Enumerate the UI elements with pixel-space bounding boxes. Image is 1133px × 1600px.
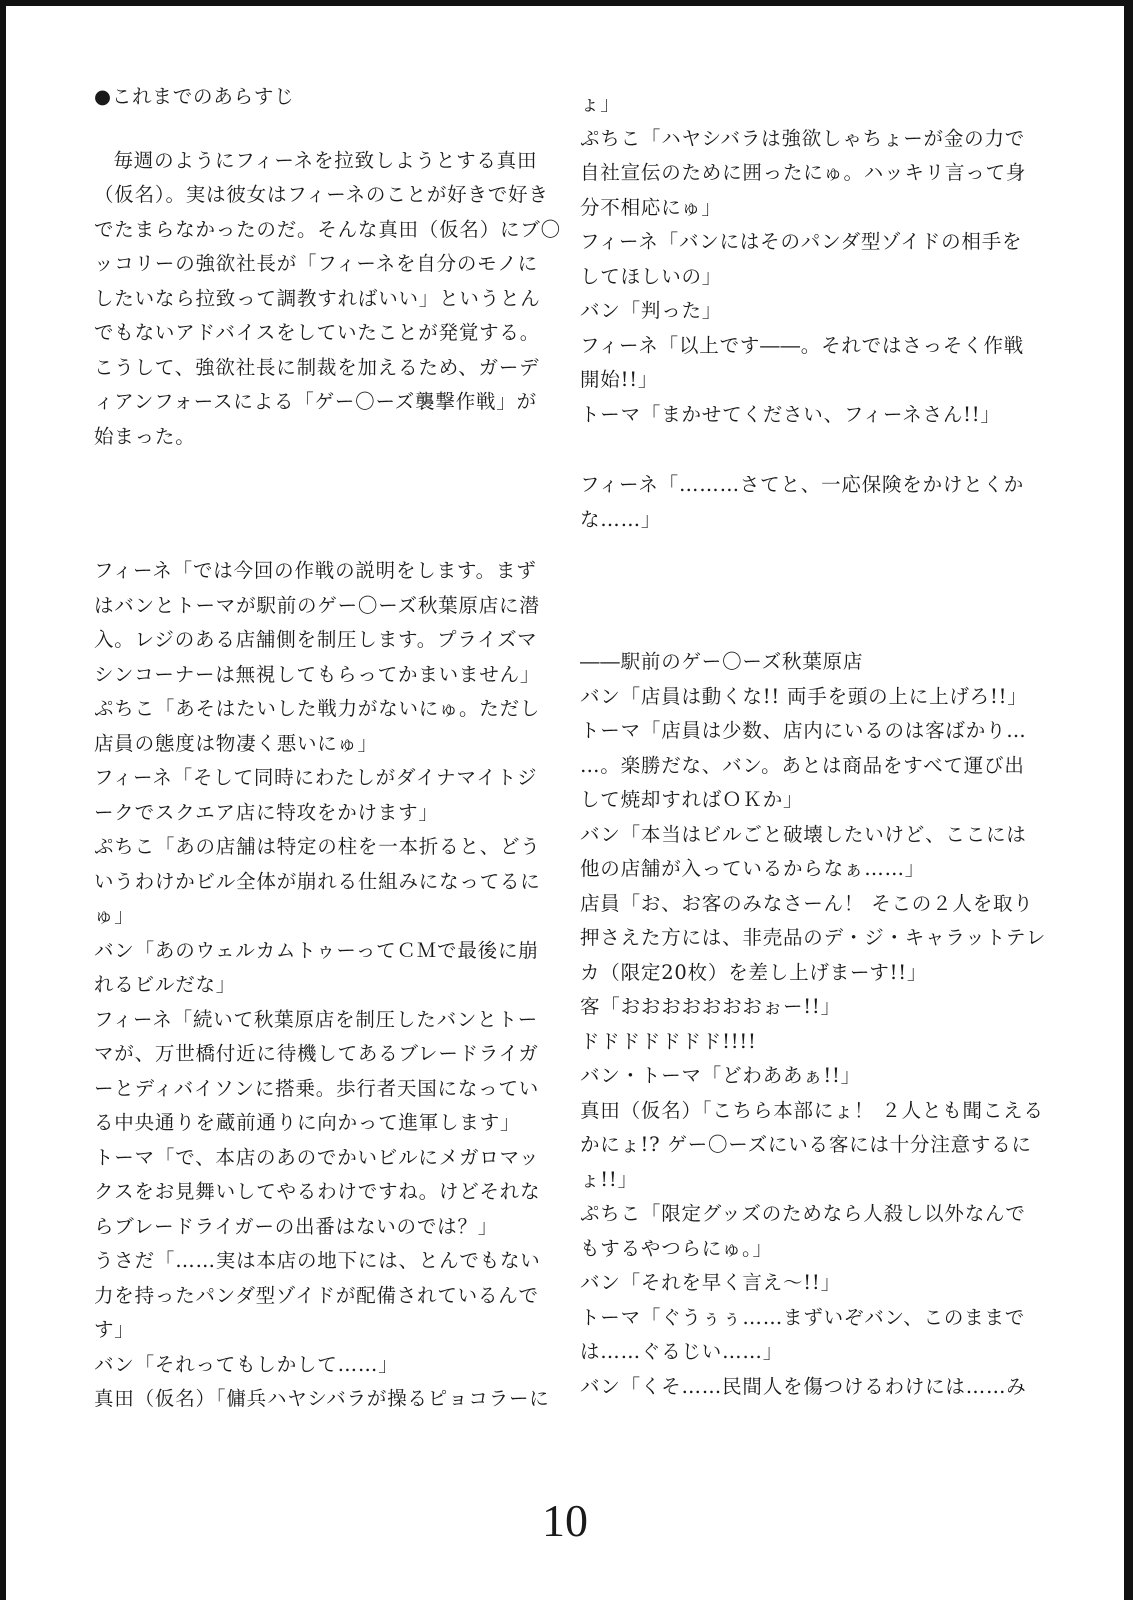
dialogue-block-3: [580, 645, 1047, 1404]
dialogue-line: 力を持ったパンダ型ゾイドが配備されているんで: [94, 1283, 539, 1307]
dialogue-line: トーマ「店員は少数、店内にいるのは客ばかり…: [580, 719, 1027, 742]
dialogue-line: 真田（仮名）「傭兵ハヤシバラが操るピョコラーに: [94, 1387, 550, 1410]
dialogue-line: バン「くそ……民間人を傷つけるわけには……み: [580, 1374, 1027, 1398]
dialogue-line: 真田（仮名）「こちら本部にょ！ ２人とも聞こえる: [580, 1098, 1044, 1122]
synopsis-line: でたまらなかったのだ。そんな真田（仮名）にブ〇: [94, 217, 561, 241]
dialogue-line: トーマ「で、本店のあのでかいビルにメガロマッ: [94, 1145, 540, 1169]
dialogue-line: す」: [94, 1318, 135, 1341]
dialogue-line: ゅ」: [94, 904, 135, 927]
dialogue-line: は……ぐるじい……」: [580, 1340, 783, 1363]
dialogue-line: クスをお見舞いしてやるわけですね。けどそれな: [94, 1180, 541, 1203]
synopsis-line: 始まった。: [94, 424, 196, 448]
dialogue-line: してほしいの」: [580, 264, 723, 288]
dialogue-line: フィーネ「バンにはそのパンダ型ゾイドの相手を: [580, 230, 1023, 253]
dialogue-line: ぷちこ「限定グッズのためなら人殺し以外なんで: [580, 1202, 1026, 1225]
dialogue-line: フィーネ「………さてと、一応保険をかけとくか: [580, 473, 1025, 496]
dialogue-line: フィーネ「以上です――。それではさっそく作戦: [580, 333, 1025, 357]
dialogue-line: もするやつらにゅ。」: [580, 1236, 773, 1260]
dialogue-line: 店員「お、お客のみなさーん！ そこの２人を取り: [580, 891, 1034, 915]
page-number: 10: [542, 1495, 588, 1546]
dialogue-line: バン「店員は動くな!! 両手を頭の上に上げろ!!」: [580, 684, 1028, 708]
dialogue-line: バン「それを早く言え～!!」: [580, 1271, 841, 1294]
synopsis-line: こうして、強欲社長に制裁を加えるため、ガーデ: [94, 355, 540, 379]
dialogue-line: バン「判った」: [580, 299, 723, 322]
dialogue-line: マが、万世橋付近に待機してあるブレードライガ: [94, 1042, 539, 1065]
dialogue-line: はバンとトーマが駅前のゲー〇ーズ秋葉原店に潜: [94, 593, 540, 617]
synopsis-line: ッコリーの強欲社長が「フィーネを自分のモノに: [94, 252, 538, 275]
dialogue-line: ドドドドドドド!!!!: [580, 1029, 757, 1053]
dialogue-line: バン「あのウェルカムトゥーってＣＭで最後に崩: [94, 938, 539, 962]
blank-gap: [580, 432, 1040, 468]
dialogue-line: 他の店舗が入っているからなぁ……」: [580, 857, 926, 880]
dialogue-line: らブレードライガーの出番はないのでは？」: [94, 1214, 499, 1238]
dialogue-line: 入。レジのある店舗側を制圧します。プライズマ: [94, 628, 538, 651]
dialogue-line: 押さえた方には、非売品のデ・ジ・キャラットテレ: [580, 926, 1047, 949]
left-column: [94, 80, 561, 1417]
dialogue-line: ぷちこ「ハヤシバラは強欲しゃちょーが金の力で: [580, 126, 1026, 150]
dialogue-line: …。楽勝だな、バン。あとは商品をすべて運び出: [580, 753, 1025, 777]
dialogue-line: 自社宣伝のために囲ったにゅ。ハッキリ言って身: [580, 161, 1027, 184]
dialogue-line: フィーネ「では今回の作戦の説明をします。まず: [94, 559, 537, 582]
dialogue-line: 店員の態度は物凄く悪いにゅ」: [94, 731, 378, 755]
dialogue-line: 客「おおおおおおおぉー!!」: [580, 995, 841, 1018]
dialogue-line: トーマ「まかせてください、フィーネさん!!」: [580, 402, 1001, 426]
synopsis-line: したいなら拉致って調教すればいい」というとん: [94, 286, 541, 310]
synopsis-line: （仮名）。実は彼女はフィーネのことが好きで好き: [94, 183, 549, 206]
dialogue-line: ークでスクエア店に特攻をかけます」: [94, 800, 439, 824]
section-heading: ●これまでのあらすじ: [94, 85, 295, 108]
dialogue-line: ーとディバイソンに搭乗。歩行者天国になってい: [94, 1076, 540, 1100]
dialogue-line: バン「それってもしかして……」: [94, 1352, 399, 1376]
dialogue-line: して焼却すればＯＫか」: [580, 788, 804, 811]
dialogue-line: バン「本当はビルごと破壊したいけど、ここには: [580, 822, 1027, 846]
right-column: [580, 87, 1047, 1404]
scene-heading: ――駅前のゲー〇ーズ秋葉原店: [580, 650, 864, 673]
dialogue-line: ょ!!」: [580, 1167, 638, 1191]
dialogue-left: [94, 554, 550, 1417]
document-page: [6, 6, 1124, 1600]
dialogue-line: る中央通りを蔵前通りに向かって進軍します」: [94, 1111, 521, 1134]
dialogue-line: 分不相応にゅ」: [580, 195, 722, 219]
dialogue-line: かにょ!? ゲー〇ーズにいる客には十分注意するに: [580, 1133, 1032, 1156]
synopsis-line: でもないアドバイスをしていたことが発覚する。: [94, 321, 541, 344]
dialogue-block-1: [580, 87, 1040, 432]
dialogue-line: ぷちこ「あの店舗は特定の柱を一本折ると、どう: [94, 835, 541, 858]
dialogue-line: れるビルだな」: [94, 973, 237, 996]
dialogue-line: カ（限定20枚）を差し上げまーす!!」: [580, 960, 928, 984]
dialogue-line: ぷちこ「あそはたいした戦力がないにゅ。ただし: [94, 697, 541, 720]
dialogue-line: な……」: [580, 507, 662, 531]
dialogue-line: トーマ「ぐうぅぅ……まずいぞバン、このままで: [580, 1305, 1026, 1329]
synopsis-paragraph: [94, 144, 561, 455]
dialogue-line: バン・トーマ「どわああぁ!!」: [580, 1064, 861, 1087]
synopsis-line: ィアンフォースによる「ゲー〇ーズ襲撃作戦」が: [94, 390, 537, 413]
blank-gap: [580, 537, 1040, 645]
dialogue-block-2: [580, 468, 1040, 537]
dialogue-line: うさだ「……実は本店の地下には、とんでもない: [94, 1249, 541, 1272]
dialogue-line: シンコーナーは無視してもらってかまいません」: [94, 662, 541, 686]
dialogue-line: 開始!!」: [580, 368, 659, 391]
dialogue-line: いうわけかビル全体が崩れる仕組みになってるに: [94, 869, 541, 893]
dialogue-line: フィーネ「そして同時にわたしがダイナマイトジ: [94, 766, 538, 789]
dialogue-line: フィーネ「続いて秋葉原店を制圧したバンとトー: [94, 1007, 539, 1031]
synopsis-line: 毎週のようにフィーネを拉致しようとする真田: [113, 148, 538, 172]
dialogue-line: ょ」: [580, 92, 621, 115]
